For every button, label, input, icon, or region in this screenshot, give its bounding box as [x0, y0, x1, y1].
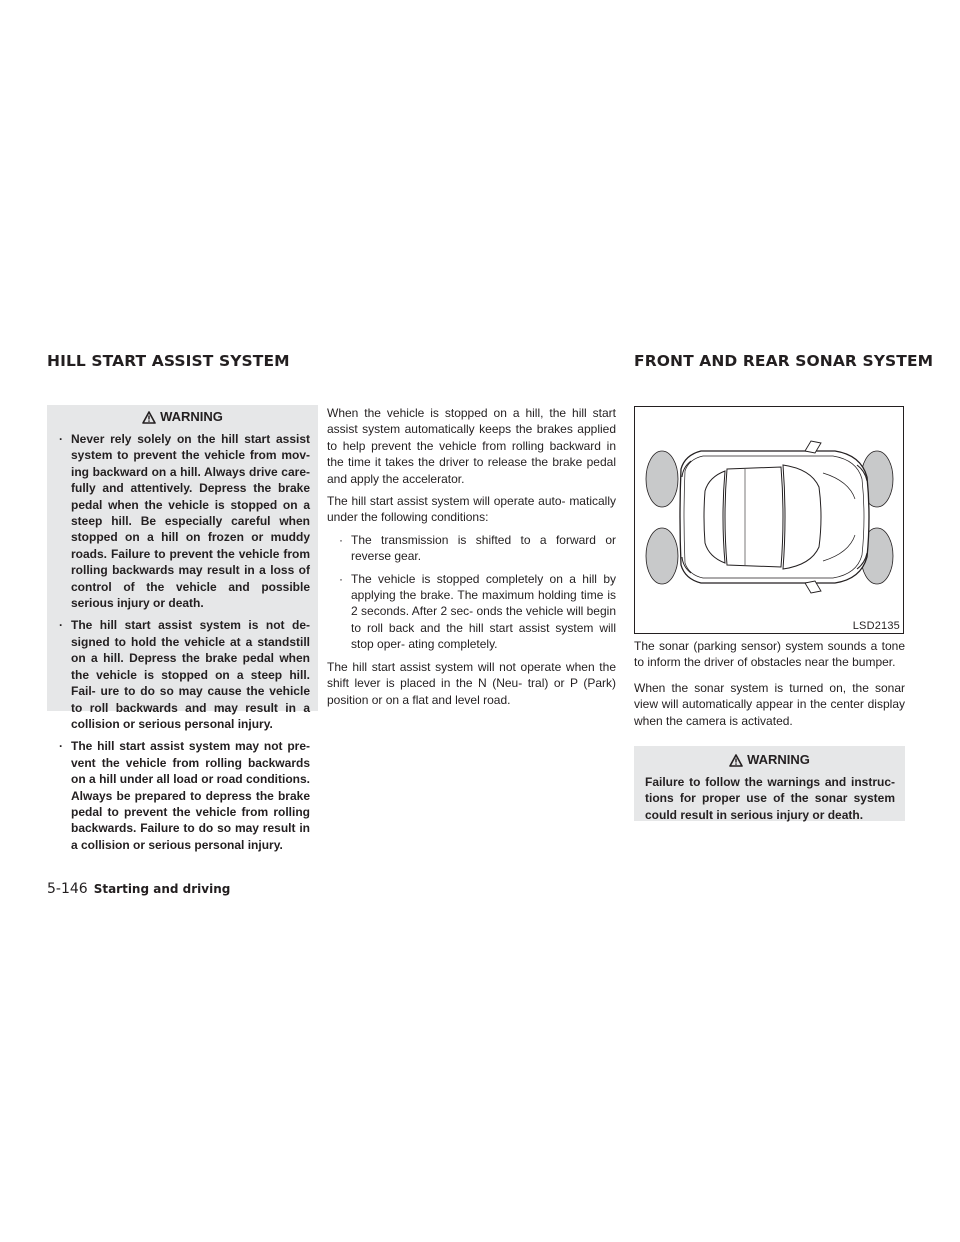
- figure-label: LSD2135: [852, 620, 900, 632]
- paragraph: The sonar (parking sensor) system sounds a tone to inform the driver of obstacles near the bumper.: [634, 639, 905, 670]
- paragraph: The hill start assist system will not operate when the shift lever is placed in the N (Neu- tral) or P (Park) position or on a flat and level road.: [327, 659, 616, 707]
- hill-start-description: [327, 405, 616, 714]
- condition-item: · The vehicle is stopped completely on a hill by applying the brake. The maximum holding time is 2 seconds. After 2 sec- onds the vehicle will begin to roll back and the hill start assist system will stop oper- ating completely.: [337, 571, 616, 653]
- car-top-view-sonar-icon: [635, 407, 903, 633]
- sonar-figure: [634, 406, 904, 634]
- warning-list: [47, 431, 318, 853]
- page-number: 5-146: [47, 881, 88, 897]
- paragraph: When the sonar system is turned on, the sonar view will automatically appear in the center display when the camera is activated.: [634, 680, 905, 728]
- warning-title: WARNING: [747, 751, 810, 767]
- paragraph: When the vehicle is stopped on a hill, the hill start assist system automatically keeps the brakes applied to help prevent the vehicle from rolling backward in the time it takes the driver to release the brake pedal and apply the accelerator.: [327, 406, 616, 486]
- warning-box-sonar: [634, 746, 905, 821]
- page-footer: [47, 881, 230, 897]
- warning-text: Failure to follow the warnings and instruc- tions for proper use of the sonar system could result in serious injury or death.: [645, 775, 895, 822]
- section-heading-hill-start: HILL START ASSIST SYSTEM: [47, 352, 290, 370]
- warning-header: [47, 405, 318, 429]
- paragraph: The hill start assist system will operate auto- matically under the following conditions:: [327, 494, 616, 525]
- sonar-description: [634, 638, 905, 738]
- warning-triangle-icon: [142, 411, 156, 424]
- conditions-list: [327, 532, 616, 653]
- section-name: Starting and driving: [93, 882, 231, 896]
- warning-item: · The hill start assist system is not de- signed to hold the vehicle at a standstill on a hill. Depress the brake pedal when the vehicle is stopped on a steep hill. Fail- ure to do so may cause the vehicle to roll backwards and may result in a collision or serious personal injury.: [57, 617, 310, 732]
- warning-title: WARNING: [160, 408, 223, 424]
- warning-item: · The hill start assist system may not pre- vent the vehicle from rolling backwards on a hill under all load or road conditions. Always be prepared to depress the brake pedal to prevent the vehicle from rolling backwards. Failure to do so may result in a collision or serious personal injury.: [57, 738, 310, 853]
- section-heading-sonar: FRONT AND REAR SONAR SYSTEM: [634, 352, 934, 370]
- warning-box-hill-start: [47, 405, 318, 852]
- condition-item: · The transmission is shifted to a forward or reverse gear.: [337, 532, 616, 565]
- warning-triangle-icon: [729, 754, 743, 767]
- warning-header: [634, 746, 905, 774]
- warning-item: · Never rely solely on the hill start assist system to prevent the vehicle from mov- ing backward on a hill. Always drive care- fully and attentively. Depress the brake pedal when the vehicle is stopped on a steep hill. Be especially careful when stopped on a hill on frozen or muddy roads. Failure to prevent the vehicle from rolling backwards may result in a loss of control of the vehicle and possible serious injury or death.: [57, 431, 310, 611]
